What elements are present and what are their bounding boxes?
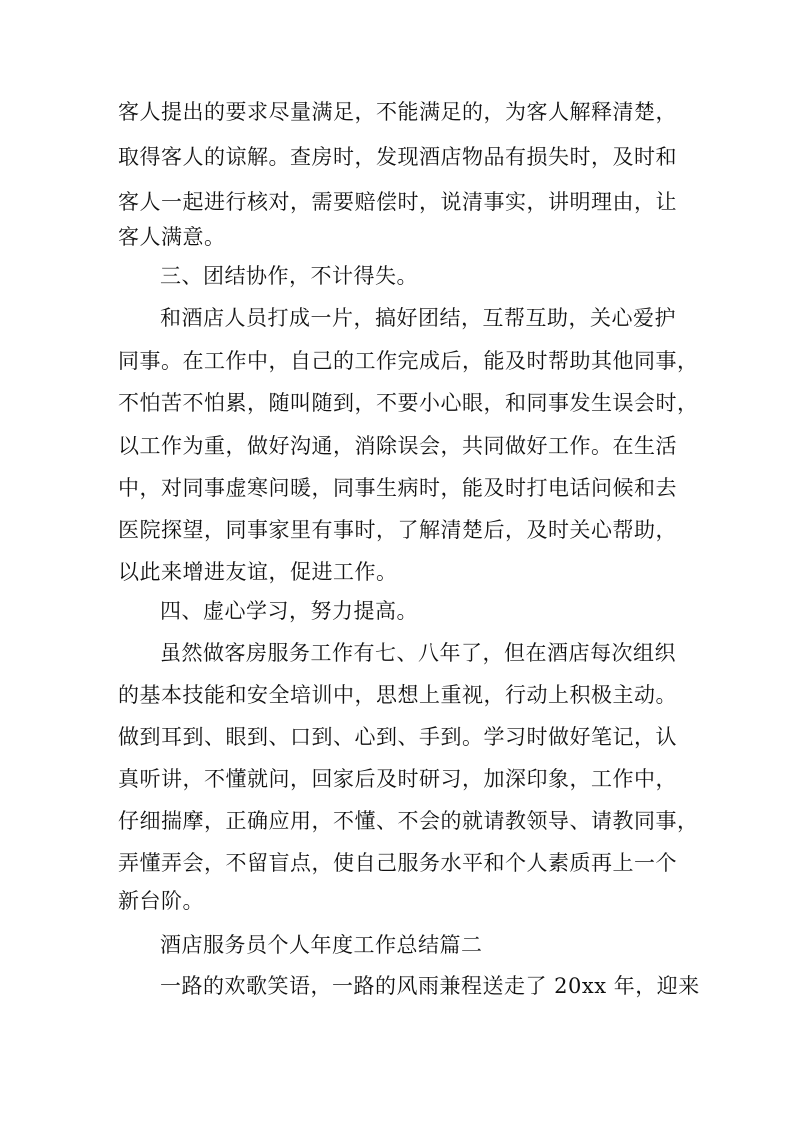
text-line: 不怕苦不怕累，随叫随到，不要小心眼，和同事发生误会时， — [118, 391, 699, 415]
text-line: 中，对同事虚寒问暖，同事生病时，能及时打电话问候和去 — [118, 476, 677, 500]
text-line: 一路的欢歌笑语，一路的风雨兼程送走了 20xx 年，迎来 — [160, 974, 700, 998]
text-line: 客人满意。 — [118, 225, 226, 249]
text-line: 弄懂弄会，不留盲点，使自己服务水平和个人素质再上一个 — [118, 851, 677, 875]
section-heading: 三、团结协作，不计得失。 — [160, 264, 418, 288]
text-line: 以此来增进友谊，促进工作。 — [118, 560, 398, 584]
text-line: 做到耳到、眼到、口到、心到、手到。学习时做好笔记，认 — [118, 725, 677, 749]
article-title: 酒店服务员个人年度工作总结篇二 — [160, 933, 483, 957]
text-line: 新台阶。 — [118, 889, 204, 913]
text-line: 医院探望，同事家里有事时，了解清楚后，及时关心帮助， — [118, 518, 677, 542]
text-line: 虽然做客房服务工作有七、八年了，但在酒店每次组织 — [160, 641, 676, 665]
text-line: 和酒店人员打成一片，搞好团结，互帮互助，关心爱护 — [160, 306, 676, 330]
text-line: 同事。在工作中，自己的工作完成后，能及时帮助其他同事， — [118, 349, 699, 373]
text-line: 的基本技能和安全培训中，思想上重视，行动上积极主动。 — [118, 683, 677, 707]
section-heading: 四、虚心学习，努力提高。 — [160, 599, 418, 623]
text-line: 仔细揣摩，正确应用，不懂、不会的就请教领导、请教同事， — [118, 809, 699, 833]
text-line: 客人一起进行核对，需要赔偿时，说清事实，讲明理由，让 — [118, 190, 677, 214]
text-line: 客人提出的要求尽量满足，不能满足的，为客人解释清楚， — [118, 100, 677, 124]
text-line: 以工作为重，做好沟通，消除误会，共同做好工作。在生活 — [118, 434, 677, 458]
text-line: 真听讲，不懂就问，回家后及时研习，加深印象，工作中， — [118, 767, 677, 791]
text-line: 取得客人的谅解。查房时，发现酒店物品有损失时，及时和 — [118, 145, 677, 169]
